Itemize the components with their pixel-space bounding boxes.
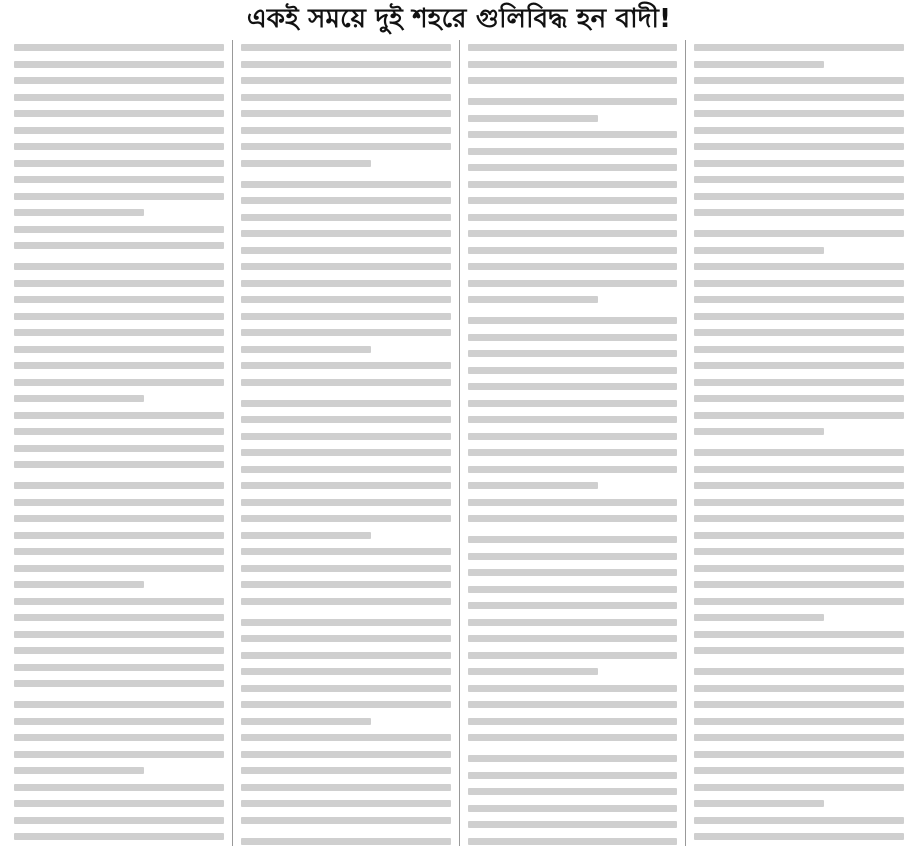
text-line-placeholder (694, 230, 904, 237)
text-line-placeholder (14, 751, 224, 758)
text-line-placeholder (694, 313, 904, 320)
text-line-placeholder (14, 461, 224, 468)
text-line-placeholder (468, 317, 678, 324)
text-line-placeholder (694, 767, 904, 774)
text-line-placeholder (241, 433, 451, 440)
text-line-placeholder (241, 635, 451, 642)
text-line-placeholder (241, 94, 451, 101)
text-line-placeholder (241, 668, 451, 675)
text-line-placeholder (468, 131, 678, 138)
text-line-placeholder (694, 263, 904, 270)
text-line-placeholder (468, 553, 678, 560)
text-line-placeholder (468, 383, 678, 390)
text-line-placeholder (468, 61, 678, 68)
text-line-placeholder (241, 784, 451, 791)
text-line-placeholder (468, 98, 678, 105)
text-line-placeholder (468, 482, 598, 489)
text-line-placeholder (468, 668, 598, 675)
text-line-placeholder (468, 280, 678, 287)
text-line-placeholder (14, 362, 224, 369)
text-line-placeholder (694, 449, 904, 456)
text-line-placeholder (468, 805, 678, 812)
text-line-placeholder (468, 569, 678, 576)
text-line-placeholder (14, 734, 224, 741)
text-line-placeholder (468, 400, 678, 407)
text-line-placeholder (241, 143, 451, 150)
text-line-placeholder (241, 230, 451, 237)
text-line-placeholder (468, 734, 678, 741)
text-line-placeholder (14, 445, 224, 452)
text-line-placeholder (694, 734, 904, 741)
text-line-placeholder (694, 701, 904, 708)
text-line-placeholder (241, 181, 451, 188)
text-line-placeholder (694, 614, 824, 621)
text-line-placeholder (468, 602, 678, 609)
text-line-placeholder (694, 110, 904, 117)
text-line-placeholder (241, 127, 451, 134)
text-line-placeholder (468, 821, 678, 828)
text-line-placeholder (694, 466, 904, 473)
text-line-placeholder (241, 532, 371, 539)
text-line-placeholder (241, 800, 451, 807)
text-line-placeholder (14, 127, 224, 134)
text-line-placeholder (241, 838, 451, 845)
text-line-placeholder (241, 619, 451, 626)
text-line-placeholder (14, 209, 144, 216)
text-line-placeholder (14, 631, 224, 638)
text-line-placeholder (14, 664, 224, 671)
text-line-placeholder (468, 334, 678, 341)
text-line-placeholder (14, 242, 224, 249)
text-line-placeholder (14, 110, 224, 117)
text-line-placeholder (241, 110, 451, 117)
text-line-placeholder (14, 482, 224, 489)
text-line-placeholder (241, 280, 451, 287)
text-line-placeholder (694, 247, 824, 254)
text-line-placeholder (694, 280, 904, 287)
text-line-placeholder (14, 548, 224, 555)
text-line-placeholder (694, 548, 904, 555)
text-line-placeholder (694, 631, 904, 638)
text-line-placeholder (468, 247, 678, 254)
text-line-placeholder (14, 77, 224, 84)
text-line-placeholder (14, 718, 224, 725)
text-line-placeholder (468, 115, 598, 122)
text-line-placeholder (241, 701, 451, 708)
text-line-placeholder (14, 226, 224, 233)
text-line-placeholder (694, 412, 904, 419)
text-line-placeholder (694, 329, 904, 336)
text-line-placeholder (694, 833, 904, 840)
text-line-placeholder (468, 515, 678, 522)
text-line-placeholder (694, 362, 904, 369)
text-line-placeholder (468, 449, 678, 456)
text-line-placeholder (241, 44, 451, 51)
text-line-placeholder (468, 635, 678, 642)
text-line-placeholder (14, 515, 224, 522)
text-line-placeholder (468, 788, 678, 795)
text-line-placeholder (468, 586, 678, 593)
text-line-placeholder (468, 536, 678, 543)
text-line-placeholder (14, 817, 224, 824)
text-column-2 (232, 40, 459, 846)
text-line-placeholder (14, 833, 224, 840)
text-line-placeholder (241, 263, 451, 270)
text-line-placeholder (241, 598, 451, 605)
text-line-placeholder (694, 800, 824, 807)
text-line-placeholder (241, 61, 451, 68)
text-line-placeholder (241, 449, 451, 456)
text-line-placeholder (241, 400, 451, 407)
text-line-placeholder (241, 329, 451, 336)
text-column-4 (685, 40, 912, 846)
text-line-placeholder (14, 61, 224, 68)
text-line-placeholder (694, 127, 904, 134)
text-line-placeholder (694, 718, 904, 725)
text-line-placeholder (468, 838, 678, 845)
text-line-placeholder (694, 499, 904, 506)
text-line-placeholder (14, 412, 224, 419)
text-line-placeholder (241, 416, 451, 423)
text-line-placeholder (468, 296, 598, 303)
text-line-placeholder (468, 652, 678, 659)
text-line-placeholder (14, 565, 224, 572)
text-line-placeholder (14, 44, 224, 51)
text-line-placeholder (241, 581, 451, 588)
text-line-placeholder (14, 428, 224, 435)
text-line-placeholder (694, 515, 904, 522)
text-line-placeholder (14, 379, 224, 386)
text-line-placeholder (468, 718, 678, 725)
text-line-placeholder (241, 734, 451, 741)
text-line-placeholder (694, 346, 904, 353)
text-line-placeholder (694, 482, 904, 489)
text-line-placeholder (694, 94, 904, 101)
text-line-placeholder (14, 532, 224, 539)
text-line-placeholder (468, 433, 678, 440)
text-line-placeholder (694, 532, 904, 539)
text-line-placeholder (14, 346, 224, 353)
text-line-placeholder (241, 466, 451, 473)
text-line-placeholder (468, 466, 678, 473)
text-line-placeholder (468, 701, 678, 708)
text-line-placeholder (694, 143, 904, 150)
text-line-placeholder (241, 77, 451, 84)
text-line-placeholder (241, 565, 451, 572)
text-line-placeholder (14, 499, 224, 506)
text-line-placeholder (694, 685, 904, 692)
article-body (6, 40, 912, 846)
text-line-placeholder (14, 143, 224, 150)
text-line-placeholder (14, 329, 224, 336)
text-line-placeholder (694, 598, 904, 605)
text-line-placeholder (241, 499, 451, 506)
text-line-placeholder (241, 718, 371, 725)
text-line-placeholder (241, 482, 451, 489)
text-line-placeholder (14, 176, 224, 183)
text-line-placeholder (468, 164, 678, 171)
text-line-placeholder (14, 647, 224, 654)
text-line-placeholder (14, 680, 224, 687)
text-line-placeholder (241, 197, 451, 204)
text-line-placeholder (14, 614, 224, 621)
text-line-placeholder (14, 701, 224, 708)
text-line-placeholder (468, 619, 678, 626)
text-line-placeholder (468, 214, 678, 221)
text-line-placeholder (694, 647, 904, 654)
text-line-placeholder (468, 44, 678, 51)
text-line-placeholder (14, 800, 224, 807)
text-line-placeholder (694, 160, 904, 167)
text-line-placeholder (241, 346, 371, 353)
article-headline: একই সময়ে দুই শহরে গুলিবিদ্ধ হন বাদী! (246, 4, 672, 34)
text-line-placeholder (241, 296, 451, 303)
text-line-placeholder (694, 193, 904, 200)
text-line-placeholder (694, 61, 824, 68)
text-line-placeholder (468, 197, 678, 204)
text-line-placeholder (468, 263, 678, 270)
text-line-placeholder (694, 668, 904, 675)
text-line-placeholder (468, 77, 678, 84)
text-line-placeholder (694, 77, 904, 84)
text-line-placeholder (468, 772, 678, 779)
text-column-1 (6, 40, 232, 846)
text-line-placeholder (14, 280, 224, 287)
text-line-placeholder (14, 296, 224, 303)
text-line-placeholder (468, 350, 678, 357)
text-line-placeholder (468, 685, 678, 692)
text-line-placeholder (14, 160, 224, 167)
text-line-placeholder (241, 160, 371, 167)
text-line-placeholder (14, 581, 144, 588)
text-line-placeholder (14, 263, 224, 270)
text-line-placeholder (14, 313, 224, 320)
text-line-placeholder (694, 428, 824, 435)
text-line-placeholder (241, 515, 451, 522)
text-column-3 (459, 40, 686, 846)
text-line-placeholder (14, 395, 144, 402)
text-line-placeholder (468, 755, 678, 762)
text-line-placeholder (468, 367, 678, 374)
text-line-placeholder (694, 44, 904, 51)
text-line-placeholder (14, 94, 224, 101)
text-line-placeholder (14, 598, 224, 605)
text-line-placeholder (241, 362, 451, 369)
text-line-placeholder (694, 565, 904, 572)
text-line-placeholder (14, 784, 224, 791)
text-line-placeholder (468, 148, 678, 155)
text-line-placeholder (694, 784, 904, 791)
text-line-placeholder (241, 247, 451, 254)
text-line-placeholder (694, 209, 904, 216)
text-line-placeholder (241, 313, 451, 320)
text-line-placeholder (694, 296, 904, 303)
text-line-placeholder (694, 817, 904, 824)
text-line-placeholder (468, 181, 678, 188)
text-line-placeholder (241, 685, 451, 692)
text-line-placeholder (694, 379, 904, 386)
text-line-placeholder (241, 652, 451, 659)
text-line-placeholder (241, 817, 451, 824)
text-line-placeholder (14, 767, 144, 774)
text-line-placeholder (468, 230, 678, 237)
text-line-placeholder (241, 379, 451, 386)
text-line-placeholder (468, 499, 678, 506)
text-line-placeholder (14, 193, 224, 200)
text-line-placeholder (694, 176, 904, 183)
text-line-placeholder (241, 751, 451, 758)
text-line-placeholder (694, 581, 904, 588)
text-line-placeholder (241, 548, 451, 555)
text-line-placeholder (241, 767, 451, 774)
text-line-placeholder (468, 416, 678, 423)
text-line-placeholder (694, 751, 904, 758)
text-line-placeholder (694, 395, 904, 402)
text-line-placeholder (241, 214, 451, 221)
